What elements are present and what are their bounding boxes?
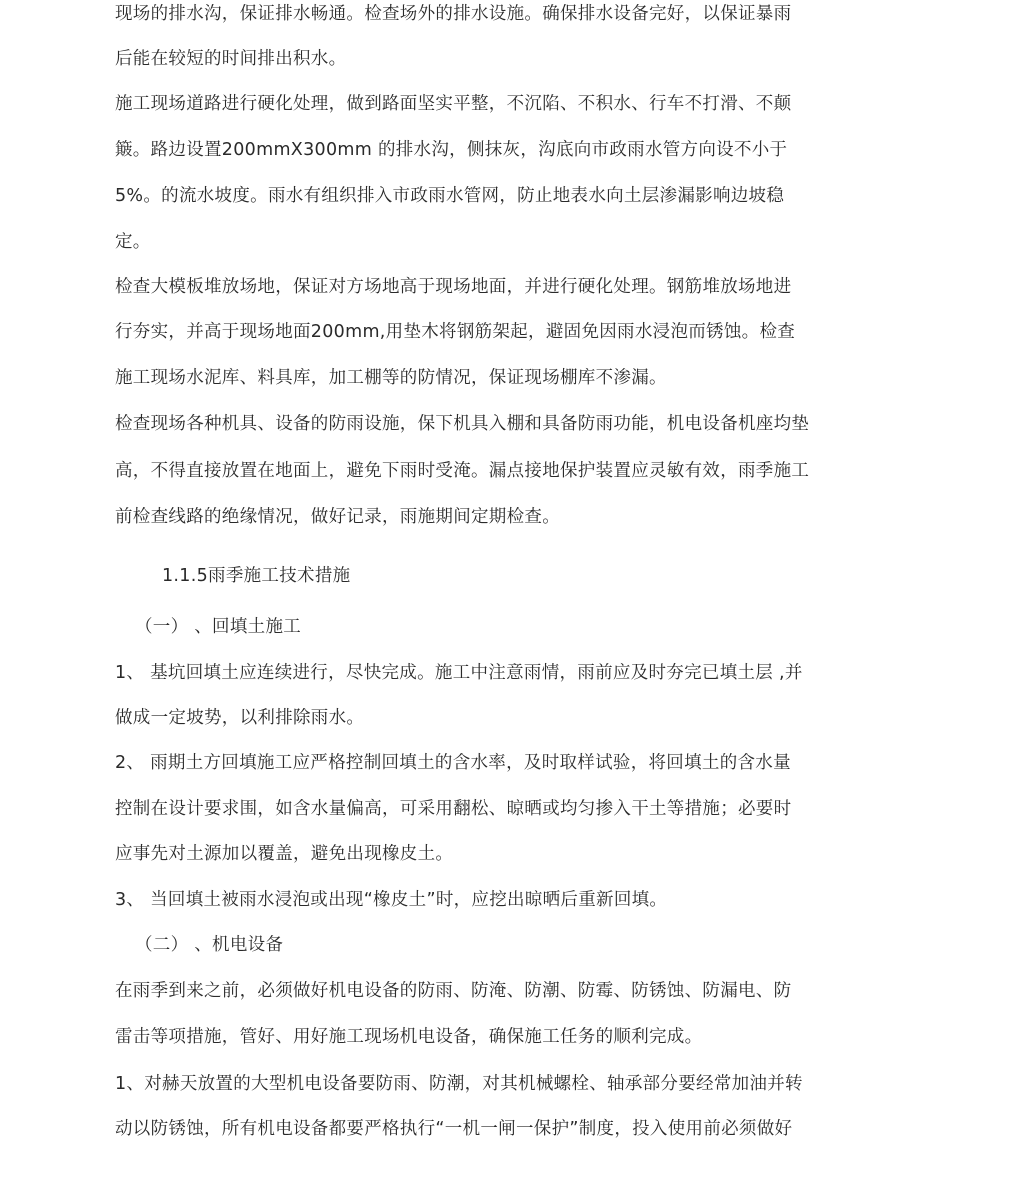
subsection-heading: （二） 、机电设备 <box>135 935 284 955</box>
text-line: 2、 雨期土方回填施工应严格控制回填土的含水率，及时取样试验，将回填土的含水量 <box>115 753 791 773</box>
text-line: 在雨季到来之前，必须做好机电设备的防雨、防淹、防潮、防霉、防锈蚀、防漏电、防 <box>115 981 792 1001</box>
section-heading: 1.1.5雨季施工技术措施 <box>162 566 351 586</box>
text-line: 现场的排水沟，保证排水畅通。检查场外的排水设施。确保排水设备完好，以保证暴雨 <box>115 4 792 24</box>
text-line: 控制在设计要求围，如含水量偏高，可采用翻松、晾晒或均匀掺入干土等措施；必要时 <box>115 799 792 819</box>
text-line: 定。 <box>115 232 151 252</box>
text-line: 行夯实，并高于现场地面200mm,用垫木将钢筋架起，避固免因雨水浸泡而锈蚀。检查 <box>115 322 796 342</box>
text-line: 簸。路边设置200mmX300mm 的排水沟，侧抹灰，沟底向市政雨水管方向设不小于 <box>115 140 788 160</box>
text-line: 高，不得直接放置在地面上，避免下雨时受淹。漏点接地保护装置应灵敏有效，雨季施工 <box>115 461 810 481</box>
text-line: 后能在较短的时间排出积水。 <box>115 49 347 69</box>
text-line: 1、对赫天放置的大型机电设备要防雨、防潮，对其机械螺栓、轴承部分要经常加油并转 <box>115 1074 803 1094</box>
text-line: 1、 基坑回填土应连续进行，尽快完成。施工中注意雨情，雨前应及时夯完已填土层 ,并 <box>115 663 803 683</box>
subsection-heading: （一） 、回填土施工 <box>135 617 302 637</box>
text-line: 检查现场各种机具、设备的防雨设施，保下机具入棚和具备防雨功能，机电设备机座均垫 <box>115 414 810 434</box>
text-line: 做成一定坡势，以利排除雨水。 <box>115 708 365 728</box>
text-line: 施工现场水泥库、料具库，加工棚等的防情况，保证现场棚库不渗漏。 <box>115 368 667 388</box>
text-line: 3、 当回填土被雨水浸泡或出现“橡皮土”时，应挖出晾晒后重新回填。 <box>115 890 668 910</box>
text-line: 5%。的流水坡度。雨水有组织排入市政雨水管网，防止地表水向土层渗漏影响边坡稳 <box>115 186 785 206</box>
text-line: 应事先对土源加以覆盖，避免出现橡皮土。 <box>115 844 454 864</box>
text-line: 动以防锈蚀，所有机电设备都要严格执行“一机一闸一保护”制度，投入使用前必须做好 <box>115 1119 793 1139</box>
text-line: 雷击等项措施，管好、用好施工现场机电设备，确保施工任务的顺利完成。 <box>115 1027 703 1047</box>
text-line: 前检查线路的绝缘情况，做好记录，雨施期间定期检查。 <box>115 507 560 527</box>
text-line: 施工现场道路进行硬化处理，做到路面坚实平整，不沉陷、不积水、行车不打滑、不颠 <box>115 94 792 114</box>
text-line: 检查大模板堆放场地，保证对方场地高于现场地面，并进行硬化处理。钢筋堆放场地进 <box>115 277 792 297</box>
